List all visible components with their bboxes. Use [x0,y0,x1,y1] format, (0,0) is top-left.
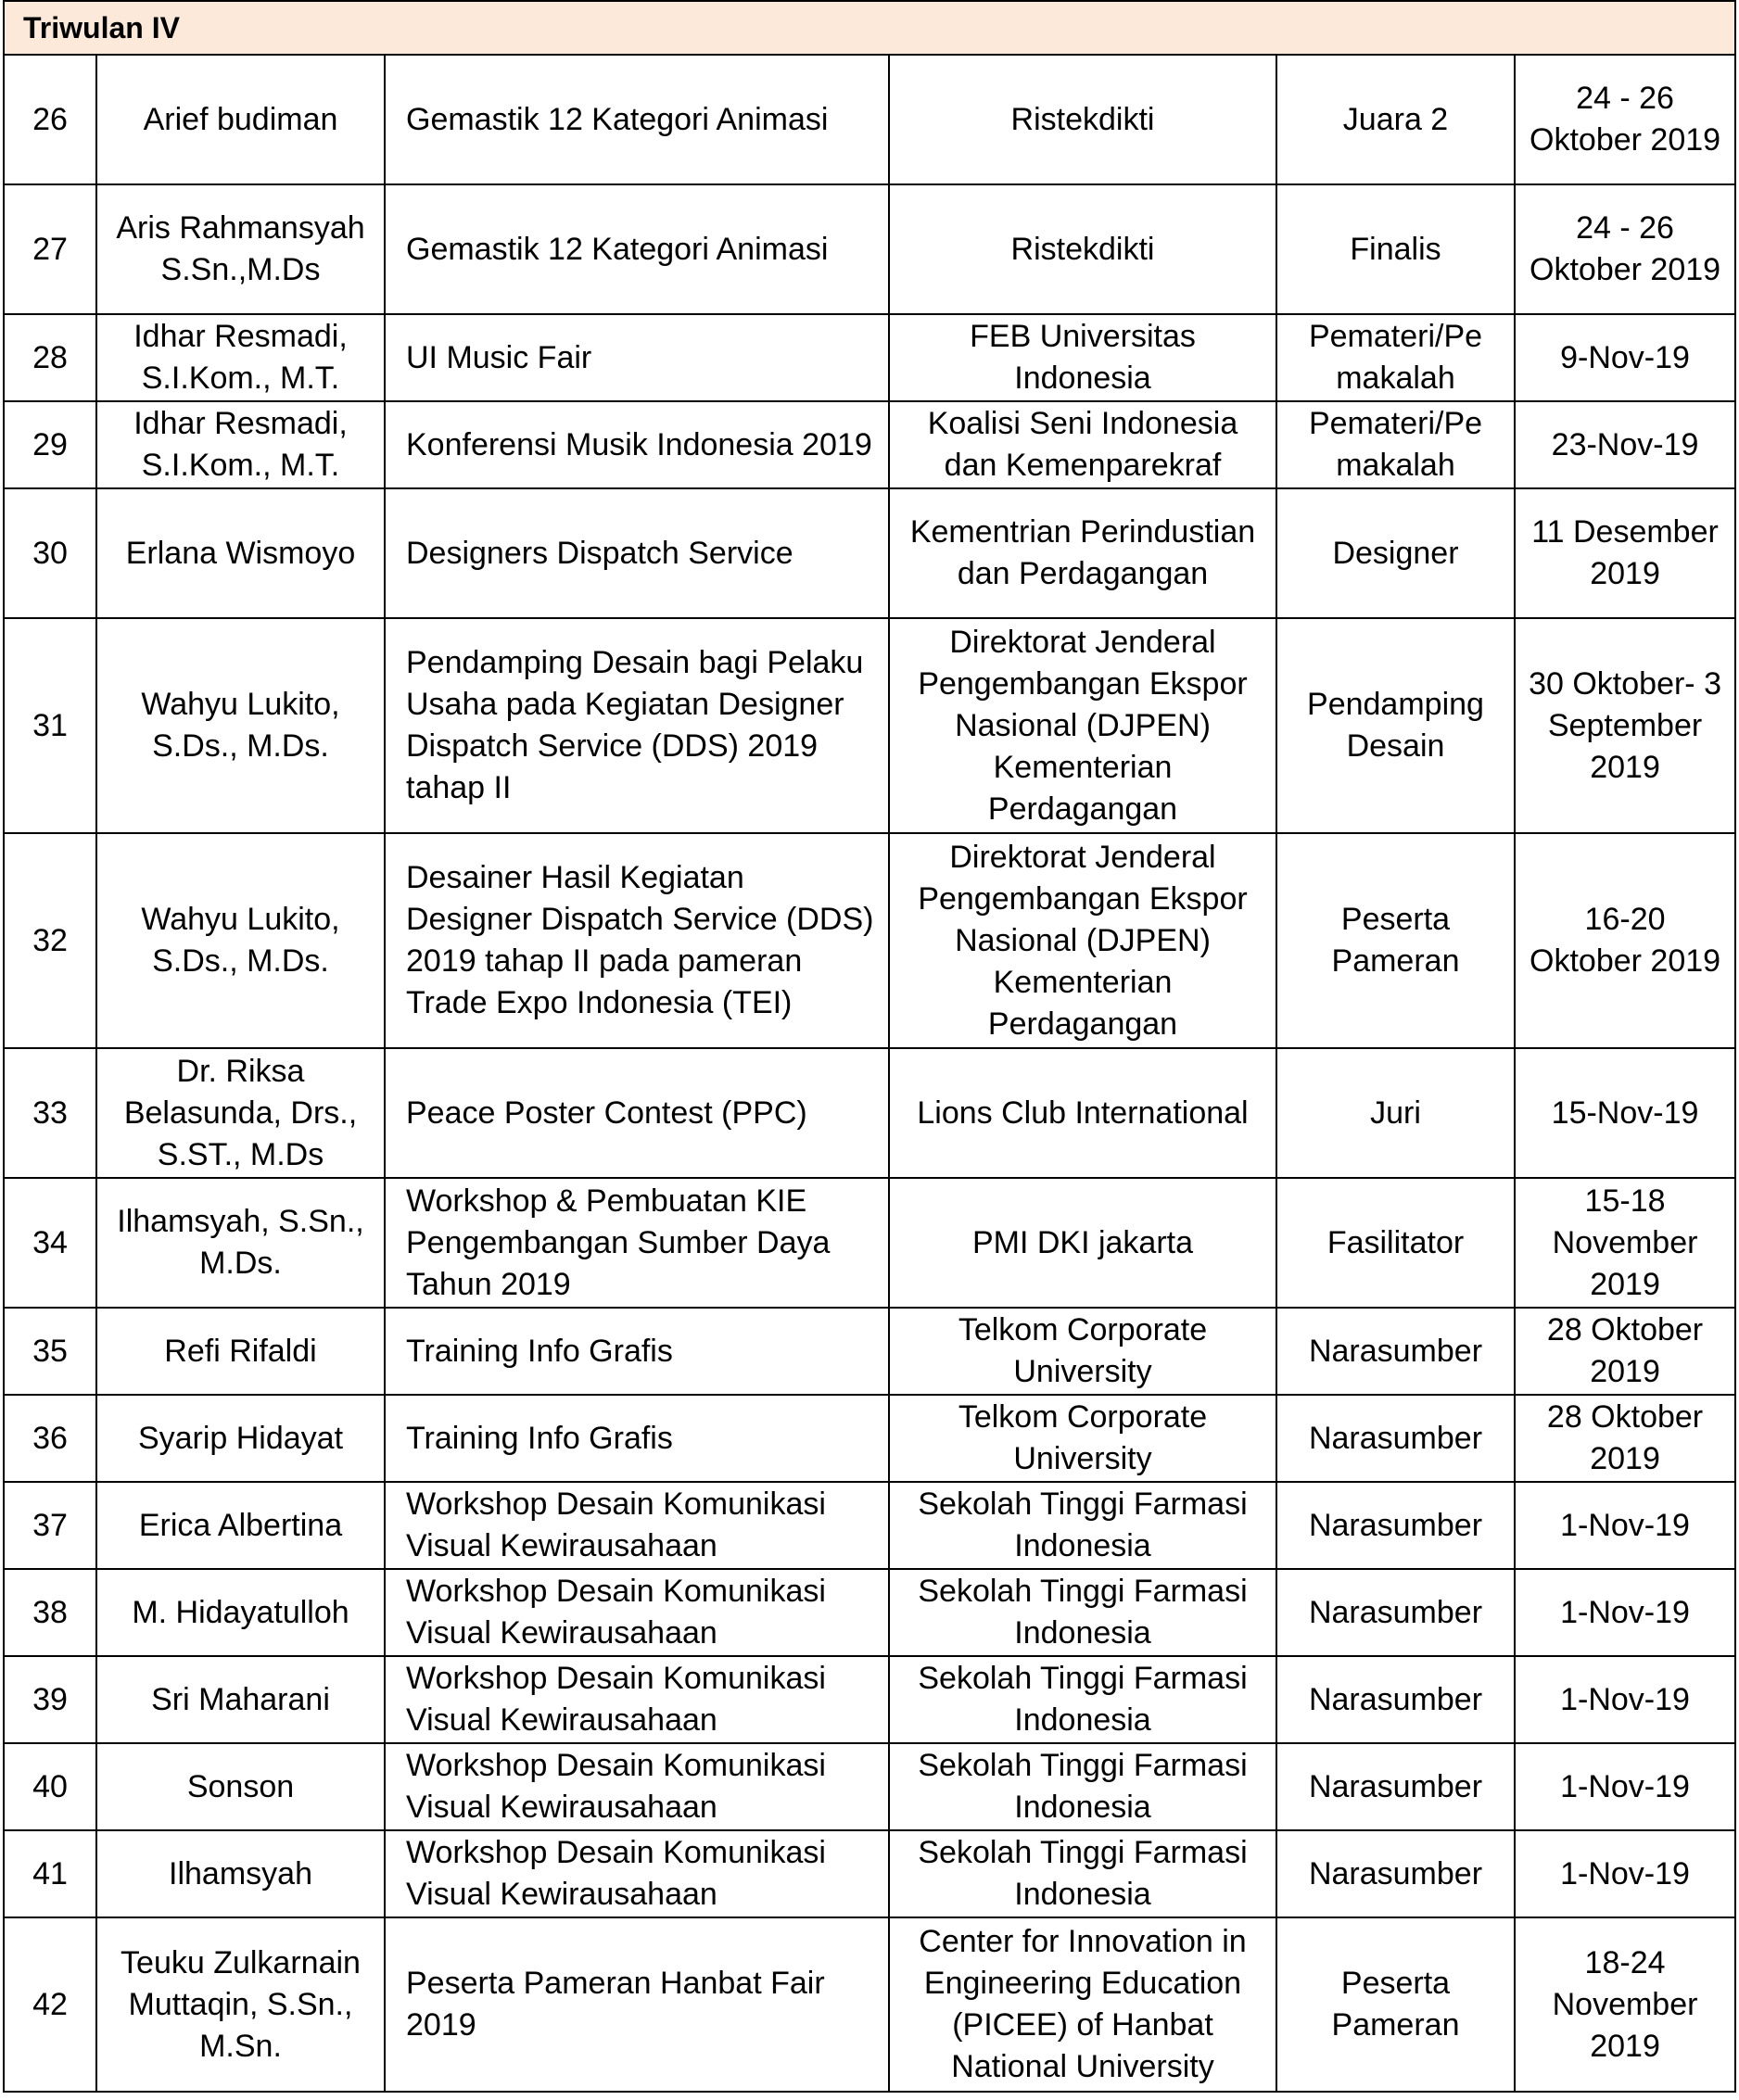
organizer-cell: Lions Club International [889,1048,1276,1178]
date-cell: 28 Oktober 2019 [1515,1395,1735,1482]
row-number-cell: 35 [4,1308,96,1395]
participant-name-cell: Aris Rahmansyah S.Sn.,M.Ds [96,184,385,314]
row-number-cell: 32 [4,833,96,1048]
row-number-cell: 33 [4,1048,96,1178]
event-name-cell: Workshop & Pembuatan KIE Pengembangan Sumber Daya Tahun 2019 [385,1178,889,1308]
section-header-row [4,1,1735,55]
event-name-cell: Gemastik 12 Kategori Animasi [385,184,889,314]
row-number-cell: 31 [4,618,96,833]
event-name-cell: Konferensi Musik Indonesia 2019 [385,401,889,488]
row-number-cell: 42 [4,1917,96,2092]
date-cell: 28 Oktober 2019 [1515,1308,1735,1395]
date-cell: 11 Desember 2019 [1515,488,1735,618]
table-row [4,1048,1735,1178]
event-name-cell: Training Info Grafis [385,1308,889,1395]
participant-name-cell: Idhar Resmadi, S.I.Kom., M.T. [96,401,385,488]
date-cell: 24 - 26 Oktober 2019 [1515,55,1735,184]
organizer-cell: Sekolah Tinggi Farmasi Indonesia [889,1830,1276,1917]
participant-name-cell: Sri Maharani [96,1656,385,1743]
table-body [4,1,1735,2092]
participant-name-cell: Wahyu Lukito, S.Ds., M.Ds. [96,618,385,833]
participant-name-cell: Arief budiman [96,55,385,184]
date-cell: 15-18 November 2019 [1515,1178,1735,1308]
row-number-cell: 27 [4,184,96,314]
organizer-cell: Telkom Corporate University [889,1395,1276,1482]
table-row [4,184,1735,314]
participant-name-cell: Refi Rifaldi [96,1308,385,1395]
role-cell: Narasumber [1276,1569,1515,1656]
row-number-cell: 29 [4,401,96,488]
organizer-cell: Direktorat Jenderal Pengembangan Ekspor Nasional (DJPEN) Kementerian Perdagangan [889,833,1276,1048]
participant-name-cell: M. Hidayatulloh [96,1569,385,1656]
table-row [4,1743,1735,1830]
row-number-cell: 36 [4,1395,96,1482]
table-row [4,1569,1735,1656]
row-number-cell: 38 [4,1569,96,1656]
activity-table [3,0,1736,2093]
date-cell: 1-Nov-19 [1515,1569,1735,1656]
role-cell: Designer [1276,488,1515,618]
table-row [4,314,1735,401]
table-row [4,618,1735,833]
role-cell: Pemateri/Pe makalah [1276,314,1515,401]
date-cell: 23-Nov-19 [1515,401,1735,488]
event-name-cell: Gemastik 12 Kategori Animasi [385,55,889,184]
organizer-cell: FEB Universitas Indonesia [889,314,1276,401]
event-name-cell: Peace Poster Contest (PPC) [385,1048,889,1178]
organizer-cell: Center for Innovation in Engineering Education (PICEE) of Hanbat National University [889,1917,1276,2092]
event-name-cell: UI Music Fair [385,314,889,401]
event-name-cell: Workshop Desain Komunikasi Visual Kewirausahaan [385,1830,889,1917]
row-number-cell: 40 [4,1743,96,1830]
event-name-cell: Desainer Hasil Kegiatan Designer Dispatch Service (DDS) 2019 tahap II pada pameran Trade Expo Indonesia (TEI) [385,833,889,1048]
date-cell: 30 Oktober- 3 September 2019 [1515,618,1735,833]
table-row [4,1830,1735,1917]
event-name-cell: Training Info Grafis [385,1395,889,1482]
organizer-cell: Direktorat Jenderal Pengembangan Ekspor Nasional (DJPEN) Kementerian Perdagangan [889,618,1276,833]
date-cell: 16-20 Oktober 2019 [1515,833,1735,1048]
role-cell: Juri [1276,1048,1515,1178]
organizer-cell: Sekolah Tinggi Farmasi Indonesia [889,1656,1276,1743]
date-cell: 15-Nov-19 [1515,1048,1735,1178]
organizer-cell: Sekolah Tinggi Farmasi Indonesia [889,1569,1276,1656]
table-row [4,1395,1735,1482]
organizer-cell: Koalisi Seni Indonesia dan Kemenparekraf [889,401,1276,488]
event-name-cell: Designers Dispatch Service [385,488,889,618]
participant-name-cell: Idhar Resmadi, S.I.Kom., M.T. [96,314,385,401]
row-number-cell: 28 [4,314,96,401]
organizer-cell: Telkom Corporate University [889,1308,1276,1395]
section-title: Triwulan IV [4,1,1735,55]
role-cell: Fasilitator [1276,1178,1515,1308]
role-cell: Narasumber [1276,1830,1515,1917]
table-row [4,833,1735,1048]
table-row [4,1178,1735,1308]
row-number-cell: 41 [4,1830,96,1917]
organizer-cell: Ristekdikti [889,184,1276,314]
role-cell: Narasumber [1276,1656,1515,1743]
organizer-cell: Sekolah Tinggi Farmasi Indonesia [889,1743,1276,1830]
date-cell: 1-Nov-19 [1515,1482,1735,1569]
participant-name-cell: Ilhamsyah, S.Sn., M.Ds. [96,1178,385,1308]
participant-name-cell: Teuku Zulkarnain Muttaqin, S.Sn., M.Sn. [96,1917,385,2092]
role-cell: Narasumber [1276,1743,1515,1830]
role-cell: Pendamping Desain [1276,618,1515,833]
event-name-cell: Pendamping Desain bagi Pelaku Usaha pada Kegiatan Designer Dispatch Service (DDS) 2019 tahap II [385,618,889,833]
table-row [4,1482,1735,1569]
date-cell: 1-Nov-19 [1515,1830,1735,1917]
row-number-cell: 37 [4,1482,96,1569]
date-cell: 1-Nov-19 [1515,1743,1735,1830]
participant-name-cell: Erica Albertina [96,1482,385,1569]
event-name-cell: Workshop Desain Komunikasi Visual Kewirausahaan [385,1743,889,1830]
date-cell: 24 - 26 Oktober 2019 [1515,184,1735,314]
participant-name-cell: Erlana Wismoyo [96,488,385,618]
participant-name-cell: Dr. Riksa Belasunda, Drs., S.ST., M.Ds [96,1048,385,1178]
row-number-cell: 34 [4,1178,96,1308]
table-row [4,1917,1735,2092]
date-cell: 9-Nov-19 [1515,314,1735,401]
role-cell: Juara 2 [1276,55,1515,184]
role-cell: Pemateri/Pe makalah [1276,401,1515,488]
row-number-cell: 30 [4,488,96,618]
event-name-cell: Peserta Pameran Hanbat Fair 2019 [385,1917,889,2092]
role-cell: Narasumber [1276,1308,1515,1395]
participant-name-cell: Wahyu Lukito, S.Ds., M.Ds. [96,833,385,1048]
role-cell: Finalis [1276,184,1515,314]
table-row [4,55,1735,184]
date-cell: 1-Nov-19 [1515,1656,1735,1743]
table-row [4,401,1735,488]
table-row [4,1656,1735,1743]
row-number-cell: 26 [4,55,96,184]
organizer-cell: Ristekdikti [889,55,1276,184]
table-row [4,1308,1735,1395]
role-cell: Peserta Pameran [1276,1917,1515,2092]
role-cell: Narasumber [1276,1395,1515,1482]
row-number-cell: 39 [4,1656,96,1743]
role-cell: Peserta Pameran [1276,833,1515,1048]
role-cell: Narasumber [1276,1482,1515,1569]
event-name-cell: Workshop Desain Komunikasi Visual Kewirausahaan [385,1569,889,1656]
participant-name-cell: Syarip Hidayat [96,1395,385,1482]
date-cell: 18-24 November 2019 [1515,1917,1735,2092]
table-row [4,488,1735,618]
organizer-cell: PMI DKI jakarta [889,1178,1276,1308]
organizer-cell: Sekolah Tinggi Farmasi Indonesia [889,1482,1276,1569]
participant-name-cell: Sonson [96,1743,385,1830]
participant-name-cell: Ilhamsyah [96,1830,385,1917]
event-name-cell: Workshop Desain Komunikasi Visual Kewirausahaan [385,1656,889,1743]
event-name-cell: Workshop Desain Komunikasi Visual Kewirausahaan [385,1482,889,1569]
organizer-cell: Kementrian Perindustian dan Perdagangan [889,488,1276,618]
